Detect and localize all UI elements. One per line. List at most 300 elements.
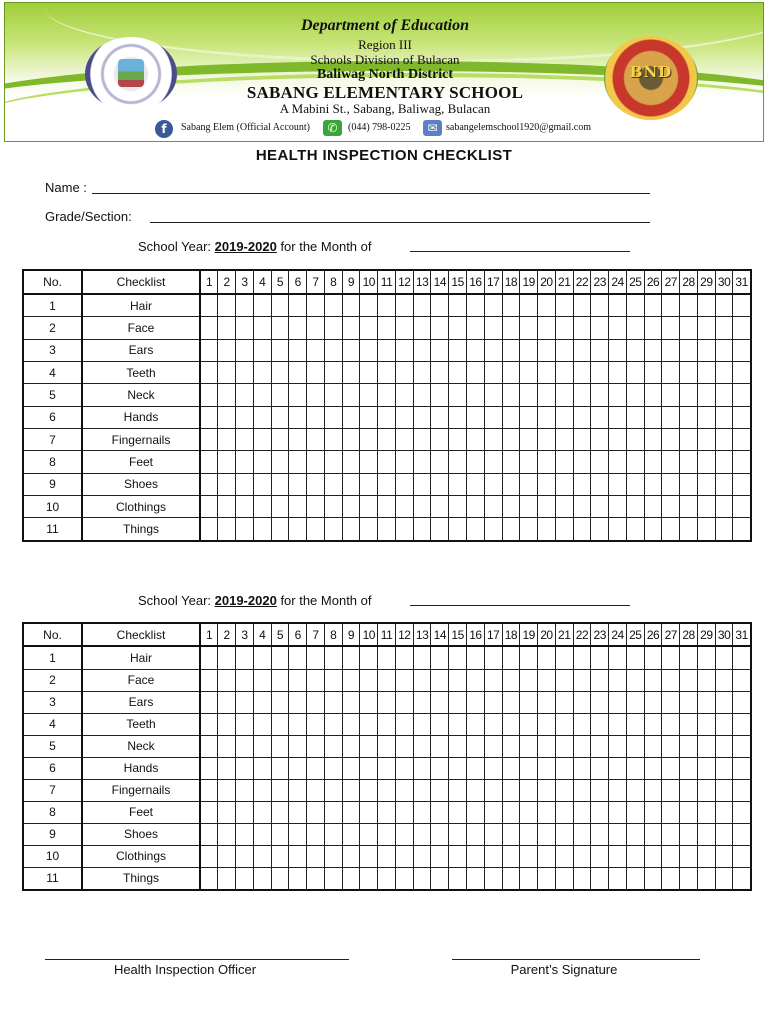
day-check-cell[interactable] [538,867,556,890]
day-check-cell[interactable] [644,691,662,713]
day-check-cell[interactable] [502,801,520,823]
day-check-cell[interactable] [680,669,698,691]
day-check-cell[interactable] [697,473,715,495]
day-check-cell[interactable] [609,735,627,757]
day-check-cell[interactable] [253,646,271,669]
day-check-cell[interactable] [644,473,662,495]
day-check-cell[interactable] [484,823,502,845]
day-check-cell[interactable] [236,384,254,406]
day-check-cell[interactable] [484,384,502,406]
day-check-cell[interactable] [466,691,484,713]
day-check-cell[interactable] [502,646,520,669]
day-check-cell[interactable] [271,406,289,428]
day-check-cell[interactable] [484,779,502,801]
day-check-cell[interactable] [342,691,360,713]
day-check-cell[interactable] [378,518,396,541]
day-check-cell[interactable] [236,339,254,361]
day-check-cell[interactable] [502,757,520,779]
day-check-cell[interactable] [360,496,378,518]
day-check-cell[interactable] [200,713,218,735]
day-check-cell[interactable] [555,294,573,317]
day-check-cell[interactable] [413,317,431,339]
day-check-cell[interactable] [449,384,467,406]
day-check-cell[interactable] [289,317,307,339]
day-check-cell[interactable] [307,757,325,779]
day-check-cell[interactable] [466,713,484,735]
day-check-cell[interactable] [449,518,467,541]
day-check-cell[interactable] [289,779,307,801]
day-check-cell[interactable] [662,496,680,518]
day-check-cell[interactable] [431,845,449,867]
day-check-cell[interactable] [555,384,573,406]
day-check-cell[interactable] [662,406,680,428]
day-check-cell[interactable] [200,845,218,867]
day-check-cell[interactable] [413,429,431,451]
day-check-cell[interactable] [378,646,396,669]
day-check-cell[interactable] [289,294,307,317]
day-check-cell[interactable] [573,669,591,691]
day-check-cell[interactable] [324,429,342,451]
day-check-cell[interactable] [520,406,538,428]
day-check-cell[interactable] [626,646,644,669]
day-check-cell[interactable] [609,362,627,384]
day-check-cell[interactable] [644,801,662,823]
day-check-cell[interactable] [342,845,360,867]
day-check-cell[interactable] [271,779,289,801]
day-check-cell[interactable] [502,429,520,451]
day-check-cell[interactable] [395,823,413,845]
day-check-cell[interactable] [360,406,378,428]
day-check-cell[interactable] [697,339,715,361]
day-check-cell[interactable] [555,779,573,801]
day-check-cell[interactable] [626,713,644,735]
day-check-cell[interactable] [395,757,413,779]
day-check-cell[interactable] [271,713,289,735]
day-check-cell[interactable] [680,801,698,823]
day-check-cell[interactable] [644,451,662,473]
day-check-cell[interactable] [271,757,289,779]
day-check-cell[interactable] [538,646,556,669]
day-check-cell[interactable] [680,845,698,867]
day-check-cell[interactable] [466,518,484,541]
day-check-cell[interactable] [538,757,556,779]
day-check-cell[interactable] [644,823,662,845]
day-check-cell[interactable] [449,339,467,361]
day-check-cell[interactable] [449,496,467,518]
day-check-cell[interactable] [609,845,627,867]
day-check-cell[interactable] [253,317,271,339]
day-check-cell[interactable] [342,362,360,384]
day-check-cell[interactable] [307,691,325,713]
day-check-cell[interactable] [289,362,307,384]
day-check-cell[interactable] [591,294,609,317]
day-check-cell[interactable] [218,317,236,339]
day-check-cell[interactable] [289,823,307,845]
day-check-cell[interactable] [307,384,325,406]
day-check-cell[interactable] [626,473,644,495]
day-check-cell[interactable] [502,669,520,691]
day-check-cell[interactable] [307,473,325,495]
day-check-cell[interactable] [449,779,467,801]
day-check-cell[interactable] [502,339,520,361]
day-check-cell[interactable] [413,451,431,473]
day-check-cell[interactable] [626,669,644,691]
day-check-cell[interactable] [324,823,342,845]
day-check-cell[interactable] [555,317,573,339]
day-check-cell[interactable] [360,669,378,691]
day-check-cell[interactable] [609,646,627,669]
day-check-cell[interactable] [502,317,520,339]
day-check-cell[interactable] [378,384,396,406]
day-check-cell[interactable] [466,339,484,361]
day-check-cell[interactable] [236,757,254,779]
day-check-cell[interactable] [733,735,751,757]
day-check-cell[interactable] [538,429,556,451]
day-check-cell[interactable] [484,669,502,691]
day-check-cell[interactable] [662,646,680,669]
day-check-cell[interactable] [697,317,715,339]
day-check-cell[interactable] [680,691,698,713]
day-check-cell[interactable] [466,362,484,384]
day-check-cell[interactable] [644,339,662,361]
day-check-cell[interactable] [307,496,325,518]
day-check-cell[interactable] [449,317,467,339]
day-check-cell[interactable] [271,801,289,823]
day-check-cell[interactable] [236,429,254,451]
day-check-cell[interactable] [289,801,307,823]
day-check-cell[interactable] [431,691,449,713]
day-check-cell[interactable] [218,473,236,495]
day-check-cell[interactable] [538,362,556,384]
day-check-cell[interactable] [289,757,307,779]
day-check-cell[interactable] [591,362,609,384]
day-check-cell[interactable] [680,713,698,735]
day-check-cell[interactable] [733,779,751,801]
day-check-cell[interactable] [609,518,627,541]
day-check-cell[interactable] [271,384,289,406]
day-check-cell[interactable] [360,779,378,801]
day-check-cell[interactable] [626,757,644,779]
day-check-cell[interactable] [431,451,449,473]
day-check-cell[interactable] [342,451,360,473]
day-check-cell[interactable] [253,669,271,691]
day-check-cell[interactable] [573,867,591,890]
day-check-cell[interactable] [662,451,680,473]
day-check-cell[interactable] [378,823,396,845]
day-check-cell[interactable] [662,757,680,779]
day-check-cell[interactable] [609,823,627,845]
day-check-cell[interactable] [697,406,715,428]
day-check-cell[interactable] [697,646,715,669]
day-check-cell[interactable] [289,496,307,518]
day-check-cell[interactable] [307,362,325,384]
day-check-cell[interactable] [626,317,644,339]
day-check-cell[interactable] [555,339,573,361]
day-check-cell[interactable] [466,429,484,451]
day-check-cell[interactable] [484,691,502,713]
day-check-cell[interactable] [413,669,431,691]
day-check-cell[interactable] [466,757,484,779]
day-check-cell[interactable] [520,429,538,451]
day-check-cell[interactable] [555,735,573,757]
day-check-cell[interactable] [395,801,413,823]
day-check-cell[interactable] [431,339,449,361]
day-check-cell[interactable] [307,339,325,361]
day-check-cell[interactable] [573,518,591,541]
day-check-cell[interactable] [644,406,662,428]
day-check-cell[interactable] [538,713,556,735]
day-check-cell[interactable] [360,691,378,713]
day-check-cell[interactable] [449,757,467,779]
day-check-cell[interactable] [200,362,218,384]
day-check-cell[interactable] [431,429,449,451]
day-check-cell[interactable] [324,713,342,735]
day-check-cell[interactable] [680,867,698,890]
day-check-cell[interactable] [431,362,449,384]
day-check-cell[interactable] [360,339,378,361]
day-check-cell[interactable] [591,317,609,339]
day-check-cell[interactable] [609,757,627,779]
day-check-cell[interactable] [307,779,325,801]
day-check-cell[interactable] [271,339,289,361]
day-check-cell[interactable] [307,518,325,541]
day-check-cell[interactable] [342,713,360,735]
day-check-cell[interactable] [609,496,627,518]
day-check-cell[interactable] [253,823,271,845]
day-check-cell[interactable] [200,473,218,495]
day-check-cell[interactable] [431,406,449,428]
day-check-cell[interactable] [200,384,218,406]
day-check-cell[interactable] [662,518,680,541]
day-check-cell[interactable] [715,691,733,713]
day-check-cell[interactable] [395,429,413,451]
day-check-cell[interactable] [342,294,360,317]
day-check-cell[interactable] [395,735,413,757]
day-check-cell[interactable] [200,496,218,518]
day-check-cell[interactable] [502,845,520,867]
day-check-cell[interactable] [431,317,449,339]
day-check-cell[interactable] [413,646,431,669]
day-check-cell[interactable] [200,339,218,361]
day-check-cell[interactable] [680,757,698,779]
day-check-cell[interactable] [609,779,627,801]
day-check-cell[interactable] [342,757,360,779]
day-check-cell[interactable] [236,691,254,713]
day-check-cell[interactable] [378,317,396,339]
day-check-cell[interactable] [413,294,431,317]
day-check-cell[interactable] [484,339,502,361]
day-check-cell[interactable] [342,473,360,495]
day-check-cell[interactable] [324,735,342,757]
day-check-cell[interactable] [538,384,556,406]
day-check-cell[interactable] [591,646,609,669]
day-check-cell[interactable] [520,362,538,384]
day-check-cell[interactable] [662,473,680,495]
day-check-cell[interactable] [466,406,484,428]
day-check-cell[interactable] [697,496,715,518]
day-check-cell[interactable] [324,691,342,713]
day-check-cell[interactable] [591,496,609,518]
day-check-cell[interactable] [200,317,218,339]
day-check-cell[interactable] [342,823,360,845]
day-check-cell[interactable] [236,294,254,317]
day-check-cell[interactable] [715,317,733,339]
day-check-cell[interactable] [680,384,698,406]
day-check-cell[interactable] [644,779,662,801]
day-check-cell[interactable] [555,801,573,823]
day-check-cell[interactable] [573,294,591,317]
day-check-cell[interactable] [626,801,644,823]
day-check-cell[interactable] [715,362,733,384]
day-check-cell[interactable] [555,451,573,473]
day-check-cell[interactable] [680,646,698,669]
month-field-line-1[interactable] [410,251,630,252]
day-check-cell[interactable] [307,451,325,473]
day-check-cell[interactable] [289,384,307,406]
day-check-cell[interactable] [449,867,467,890]
day-check-cell[interactable] [218,867,236,890]
day-check-cell[interactable] [680,496,698,518]
grade-section-field-line[interactable] [150,222,650,223]
day-check-cell[interactable] [253,801,271,823]
day-check-cell[interactable] [289,867,307,890]
day-check-cell[interactable] [431,496,449,518]
day-check-cell[interactable] [644,757,662,779]
day-check-cell[interactable] [644,384,662,406]
day-check-cell[interactable] [715,757,733,779]
day-check-cell[interactable] [715,429,733,451]
day-check-cell[interactable] [484,801,502,823]
day-check-cell[interactable] [466,735,484,757]
day-check-cell[interactable] [733,713,751,735]
day-check-cell[interactable] [680,429,698,451]
day-check-cell[interactable] [484,518,502,541]
day-check-cell[interactable] [538,801,556,823]
day-check-cell[interactable] [289,473,307,495]
day-check-cell[interactable] [733,317,751,339]
day-check-cell[interactable] [289,646,307,669]
day-check-cell[interactable] [449,451,467,473]
day-check-cell[interactable] [236,362,254,384]
day-check-cell[interactable] [218,713,236,735]
day-check-cell[interactable] [626,867,644,890]
day-check-cell[interactable] [431,823,449,845]
day-check-cell[interactable] [520,294,538,317]
day-check-cell[interactable] [733,429,751,451]
day-check-cell[interactable] [466,669,484,691]
day-check-cell[interactable] [378,473,396,495]
day-check-cell[interactable] [395,339,413,361]
day-check-cell[interactable] [324,779,342,801]
day-check-cell[interactable] [466,779,484,801]
day-check-cell[interactable] [573,339,591,361]
day-check-cell[interactable] [680,451,698,473]
day-check-cell[interactable] [733,823,751,845]
day-check-cell[interactable] [715,823,733,845]
day-check-cell[interactable] [378,713,396,735]
day-check-cell[interactable] [591,735,609,757]
day-check-cell[interactable] [395,451,413,473]
day-check-cell[interactable] [609,867,627,890]
day-check-cell[interactable] [395,646,413,669]
day-check-cell[interactable] [609,406,627,428]
day-check-cell[interactable] [431,867,449,890]
day-check-cell[interactable] [715,294,733,317]
day-check-cell[interactable] [271,473,289,495]
day-check-cell[interactable] [449,691,467,713]
day-check-cell[interactable] [697,518,715,541]
day-check-cell[interactable] [502,294,520,317]
day-check-cell[interactable] [253,362,271,384]
day-check-cell[interactable] [289,735,307,757]
day-check-cell[interactable] [573,362,591,384]
day-check-cell[interactable] [431,669,449,691]
day-check-cell[interactable] [413,496,431,518]
day-check-cell[interactable] [449,429,467,451]
day-check-cell[interactable] [324,867,342,890]
day-check-cell[interactable] [395,518,413,541]
day-check-cell[interactable] [360,801,378,823]
day-check-cell[interactable] [662,429,680,451]
day-check-cell[interactable] [218,779,236,801]
day-check-cell[interactable] [697,294,715,317]
day-check-cell[interactable] [573,429,591,451]
day-check-cell[interactable] [538,845,556,867]
day-check-cell[interactable] [218,669,236,691]
day-check-cell[interactable] [271,496,289,518]
day-check-cell[interactable] [644,735,662,757]
day-check-cell[interactable] [520,669,538,691]
day-check-cell[interactable] [573,757,591,779]
day-check-cell[interactable] [307,713,325,735]
day-check-cell[interactable] [626,451,644,473]
day-check-cell[interactable] [662,823,680,845]
day-check-cell[interactable] [413,384,431,406]
day-check-cell[interactable] [573,823,591,845]
day-check-cell[interactable] [342,867,360,890]
day-check-cell[interactable] [378,801,396,823]
day-check-cell[interactable] [662,713,680,735]
day-check-cell[interactable] [697,823,715,845]
day-check-cell[interactable] [520,646,538,669]
day-check-cell[interactable] [520,384,538,406]
day-check-cell[interactable] [520,757,538,779]
day-check-cell[interactable] [218,384,236,406]
day-check-cell[interactable] [662,779,680,801]
day-check-cell[interactable] [449,823,467,845]
day-check-cell[interactable] [395,691,413,713]
day-check-cell[interactable] [520,473,538,495]
day-check-cell[interactable] [253,867,271,890]
day-check-cell[interactable] [662,735,680,757]
day-check-cell[interactable] [555,646,573,669]
day-check-cell[interactable] [520,339,538,361]
day-check-cell[interactable] [715,406,733,428]
day-check-cell[interactable] [697,384,715,406]
day-check-cell[interactable] [555,669,573,691]
day-check-cell[interactable] [236,518,254,541]
day-check-cell[interactable] [680,339,698,361]
day-check-cell[interactable] [236,317,254,339]
day-check-cell[interactable] [200,779,218,801]
day-check-cell[interactable] [733,646,751,669]
day-check-cell[interactable] [680,362,698,384]
day-check-cell[interactable] [626,735,644,757]
day-check-cell[interactable] [431,518,449,541]
day-check-cell[interactable] [644,867,662,890]
day-check-cell[interactable] [395,779,413,801]
day-check-cell[interactable] [591,518,609,541]
